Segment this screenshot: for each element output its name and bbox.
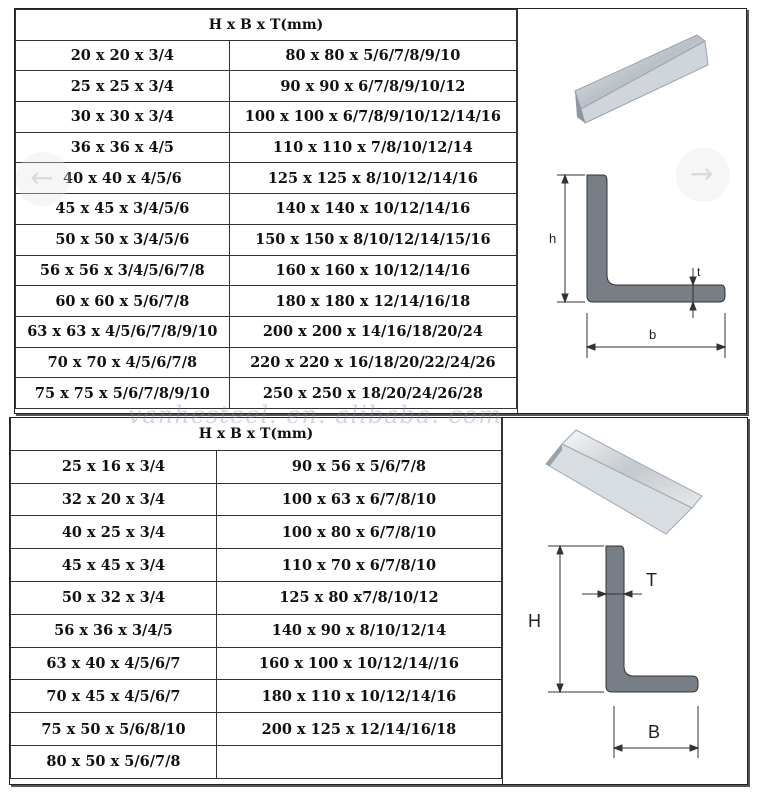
size-cell-left: 40 x 40 x 4/5/6 [16,163,230,194]
size-cell-right: 140 x 140 x 10/12/14/16 [229,194,516,225]
H-dimension [548,546,604,692]
table-row [11,549,502,582]
size-cell-right: 110 x 110 x 7/8/10/12/14 [229,132,516,163]
size-cell-right: 110 x 70 x 6/7/8/10 [216,549,501,582]
size-cell-left: 25 x 16 x 3/4 [11,450,217,483]
size-cell-left: 20 x 20 x 3/4 [16,40,230,71]
size-cell-left: 70 x 70 x 4/5/6/7/8 [16,347,230,378]
size-cell-right: 200 x 125 x 12/14/16/18 [216,713,501,746]
unequal-angle-panel [9,417,748,785]
size-cell-left: 50 x 50 x 3/4/5/6 [16,224,230,255]
divider [502,418,503,784]
equal-angle-table [15,9,517,409]
size-cell-right: 150 x 150 x 8/10/12/14/15/16 [229,224,516,255]
size-cell-left: 70 x 45 x 4/5/6/7 [11,680,217,713]
size-cell-right: 180 x 180 x 12/14/16/18 [229,286,516,317]
table-header: H x B x T(mm) [16,10,517,41]
divider [517,9,518,413]
size-cell-right: 125 x 125 x 8/10/12/14/16 [229,163,516,194]
size-cell-left: 45 x 45 x 3/4 [11,549,217,582]
size-cell-right: 80 x 80 x 5/6/7/8/9/10 [229,40,516,71]
size-cell-right: 100 x 100 x 6/7/8/9/10/12/14/16 [229,102,516,133]
table-row [16,163,517,194]
size-cell-right: 200 x 200 x 14/16/18/20/24 [229,316,516,347]
size-cell-right: 100 x 80 x 6/7/8/10 [216,516,501,549]
unequal-angle-table [10,418,502,779]
size-cell-right: 220 x 220 x 16/18/20/22/24/26 [229,347,516,378]
size-cell-left: 75 x 75 x 5/6/7/8/9/10 [16,378,230,409]
size-cell-left: 36 x 36 x 4/5 [16,132,230,163]
table-row [16,347,517,378]
B-label: B [648,722,661,742]
table-row [11,680,502,713]
chevron-right-icon: → [690,157,714,190]
size-cell-left: 50 x 32 x 3/4 [11,581,217,614]
size-cell-left: 60 x 60 x 5/6/7/8 [16,286,230,317]
table-row [11,713,502,746]
table-row [16,102,517,133]
angle-bar-image [546,430,702,534]
size-cell-right: 160 x 160 x 10/12/14/16 [229,255,516,286]
table-row [16,132,517,163]
size-cell-left: 25 x 25 x 3/4 [16,71,230,102]
size-cell-left: 80 x 50 x 5/6/7/8 [11,745,217,778]
size-cell-right: 250 x 250 x 18/20/24/26/28 [229,378,516,409]
table-row [11,581,502,614]
size-cell-right: 90 x 90 x 6/7/8/9/10/12 [229,71,516,102]
equal-angle-diagram [525,13,740,409]
table-row [16,255,517,286]
table-row [16,316,517,347]
b-label: b [649,327,657,342]
size-cell-right: 100 x 63 x 6/7/8/10 [216,483,501,516]
table-row [11,483,502,516]
size-cell-left: 32 x 20 x 3/4 [11,483,217,516]
angle-bar-image [575,35,708,123]
size-cell-left: 30 x 30 x 3/4 [16,102,230,133]
equal-angle-panel [14,8,747,414]
table-row [16,286,517,317]
table-row [11,614,502,647]
table-row [16,224,517,255]
table-row [16,194,517,225]
size-cell-right [216,745,501,778]
size-cell-right: 125 x 80 x7/8/10/12 [216,581,501,614]
h-dimension [557,175,585,302]
unequal-angle-diagram [506,422,742,778]
size-cell-left: 63 x 63 x 4/5/6/7/8/9/10 [16,316,230,347]
size-cell-left: 56 x 56 x 3/4/5/6/7/8 [16,255,230,286]
size-cell-left: 40 x 25 x 3/4 [11,516,217,549]
h-label: h [549,231,557,246]
prev-slide-button[interactable] [16,152,70,206]
table-row [11,450,502,483]
H-label: H [528,611,541,631]
size-cell-left: 63 x 40 x 4/5/6/7 [11,647,217,680]
size-cell-right: 160 x 100 x 10/12/14//16 [216,647,501,680]
table-row [16,71,517,102]
chevron-left-icon: ← [30,161,54,194]
T-label: T [646,570,657,590]
size-cell-right: 140 x 90 x 8/10/12/14 [216,614,501,647]
t-label: t [697,265,701,279]
watermark: vanhesteel. en. alibaba. com [128,401,503,429]
size-cell-left: 45 x 45 x 3/4/5/6 [16,194,230,225]
size-cell-left: 75 x 50 x 5/6/8/10 [11,713,217,746]
table-row [11,647,502,680]
table-header: H x B x T(mm) [11,418,502,450]
size-cell-right: 90 x 56 x 5/6/7/8 [216,450,501,483]
table-row [11,516,502,549]
table-row [11,745,502,778]
next-slide-button[interactable] [676,148,730,202]
angle-profile-shape [606,546,698,692]
size-cell-right: 180 x 110 x 10/12/14/16 [216,680,501,713]
table-row [16,40,517,71]
size-cell-left: 56 x 36 x 3/4/5 [11,614,217,647]
